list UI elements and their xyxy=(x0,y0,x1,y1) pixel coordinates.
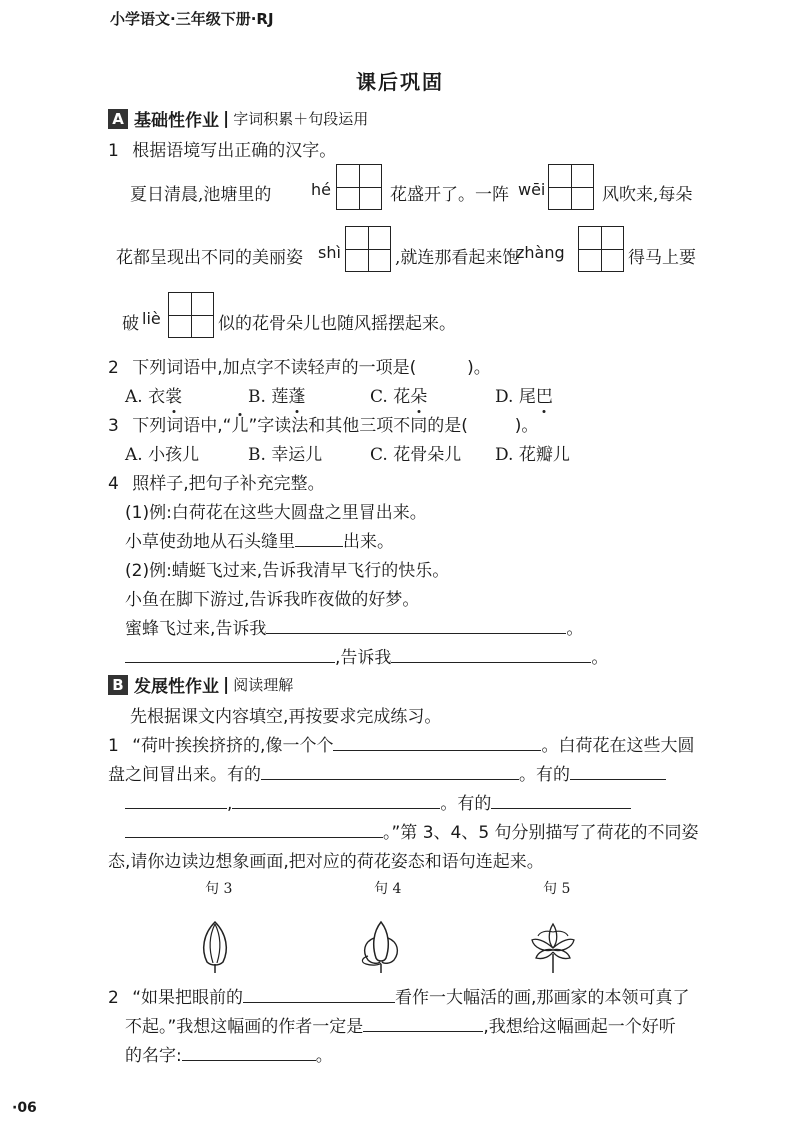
q2-option-c[interactable] xyxy=(370,382,427,407)
q1-pinyin-1: hé xyxy=(311,180,331,199)
b1-label-sentence-3: 句 3 xyxy=(205,881,233,897)
b1-l1-text: “荷叶挨挨挤挤的,像一个个 xyxy=(132,736,334,756)
q2-number: 2 xyxy=(108,358,119,378)
q4-s3-text: 蜜蜂飞过来,告诉我 xyxy=(125,619,267,639)
q1-line-1a: 夏日清晨,池塘里的 xyxy=(130,185,272,205)
q4-s4-blank-2[interactable] xyxy=(391,644,591,663)
b2-l2-end: ,我想给这幅画起一个好听 xyxy=(483,1017,676,1037)
q1-line-1c: 风吹来,每朵 xyxy=(602,185,693,205)
b1-label-sentence-4: 句 4 xyxy=(374,881,402,897)
q4-example-2: (2)例:蜻蜓飞过来,告诉我清早飞行的快乐。 xyxy=(125,561,450,581)
section-b-intro: 先根据课文内容填空,再按要求完成练习。 xyxy=(130,707,442,727)
q1-line-3b: 似的花骨朵儿也随风摇摆起来。 xyxy=(218,314,456,334)
lotus-bud-icon[interactable] xyxy=(197,918,233,974)
q3-text-end: )。 xyxy=(514,416,539,436)
section-a-divider: | xyxy=(223,108,230,129)
q4-sentence-4 xyxy=(125,643,608,668)
q1-answer-box-2[interactable] xyxy=(548,164,594,210)
q3-number: 3 xyxy=(108,416,119,436)
book-header: 小学语文·三年级下册·RJ xyxy=(110,10,274,28)
option-char: 衣 xyxy=(148,387,166,407)
b1-label-sentence-5: 句 5 xyxy=(543,881,571,897)
b1-line-4 xyxy=(125,818,699,843)
b1-number: 1 xyxy=(108,736,119,756)
lotus-full-bloom-icon[interactable] xyxy=(528,918,578,974)
section-b-name: 发展性作业 xyxy=(134,677,219,697)
b1-blank-5[interactable] xyxy=(232,790,440,809)
section-b-badge: B xyxy=(108,675,128,695)
q1-line-2c: 得马上要 xyxy=(628,248,696,268)
q1-pinyin-3: shì xyxy=(318,243,341,262)
b1-line-1 xyxy=(108,731,694,756)
section-a-heading xyxy=(108,106,368,131)
q4-text: 照样子,把句子补充完整。 xyxy=(132,474,325,494)
b2-number: 2 xyxy=(108,988,119,1008)
b1-blank-4[interactable] xyxy=(125,790,227,809)
q4-s1-end: 出来。 xyxy=(343,532,394,552)
b2-l1-text: “如果把眼前的 xyxy=(132,988,244,1008)
section-b-heading xyxy=(108,672,293,697)
q4-example-1: (1)例:白荷花在这些大圆盘之里冒出来。 xyxy=(125,503,427,523)
b2-blank-2[interactable] xyxy=(363,1013,483,1032)
b1-l2-end: 。有的 xyxy=(519,765,570,785)
q4-sentence-1 xyxy=(125,527,394,552)
q1-pinyin-4: zhàng xyxy=(516,243,565,262)
b1-line-5: 态,请你边读边想象画面,把对应的荷花姿态和语句连起来。 xyxy=(108,852,544,872)
b1-l4-text: 。”第 3、4、5 句分别描写了荷花的不同姿 xyxy=(383,823,699,843)
q2-option-d[interactable] xyxy=(495,382,553,407)
q1-line-2a: 花都呈现出不同的美丽姿 xyxy=(116,248,303,268)
page-title: 课后巩固 xyxy=(356,70,444,94)
q4-s4-end: 。 xyxy=(591,648,609,668)
q3-text-mid: ”字读法和其他三项不同的是( xyxy=(248,416,468,436)
q1-line-3a: 破 xyxy=(122,314,139,334)
q4-sentence-3 xyxy=(125,614,583,639)
option-dotted-char: 蓬 xyxy=(288,387,306,407)
q3-option-b[interactable]: B. 幸运儿 xyxy=(248,445,323,465)
section-b-subtitle: 阅读理解 xyxy=(233,676,294,694)
q3-text: 下列词语中,“ xyxy=(132,416,232,436)
q4-number: 4 xyxy=(108,474,119,494)
b1-l2-text: 盘之间冒出来。有的 xyxy=(108,765,261,785)
b2-blank-1[interactable] xyxy=(243,984,395,1003)
q2-option-b[interactable] xyxy=(248,382,305,407)
section-a-name: 基础性作业 xyxy=(134,111,219,131)
q2-text: 下列词语中,加点字不读轻声的一项是( xyxy=(132,358,417,378)
b1-l1-end: 。白荷花在这些大圆 xyxy=(541,736,695,756)
lotus-half-open-icon[interactable] xyxy=(358,918,404,974)
section-b-divider: | xyxy=(223,674,230,695)
q2-option-a[interactable] xyxy=(125,382,182,407)
q1-pinyin-2: wēi xyxy=(518,180,546,199)
option-label: B. xyxy=(248,387,266,407)
q1-pinyin-5: liè xyxy=(142,309,161,328)
b1-l3-comma: , xyxy=(227,794,233,814)
b1-blank-6[interactable] xyxy=(491,790,631,809)
b2-blank-3[interactable] xyxy=(182,1042,316,1061)
q4-s1-blank[interactable] xyxy=(295,528,343,547)
q4-s1-text: 小草使劲地从石头缝里 xyxy=(125,532,295,552)
option-label: C. xyxy=(370,387,388,407)
option-char: 尾 xyxy=(518,387,536,407)
q4-stem xyxy=(108,469,325,494)
option-label: A. xyxy=(125,387,143,407)
q3-dotted-char: 儿 xyxy=(231,416,249,436)
b1-line-2 xyxy=(108,760,666,785)
q1-answer-box-1[interactable] xyxy=(336,164,382,210)
q1-line-2b: ,就连那看起来饱 xyxy=(395,248,520,268)
q3-stem xyxy=(108,411,538,436)
b2-line-2 xyxy=(125,1012,676,1037)
q2-stem xyxy=(108,353,491,378)
option-char: 莲 xyxy=(271,387,289,407)
q3-option-d[interactable]: D. 花瓣儿 xyxy=(495,445,570,465)
b1-line-3 xyxy=(125,789,631,814)
option-dotted-char: 朵 xyxy=(410,387,428,407)
b1-blank-1[interactable] xyxy=(333,732,541,751)
page-number: ·06 xyxy=(12,1100,37,1116)
q1-number: 1 xyxy=(108,141,119,161)
b1-blank-3[interactable] xyxy=(570,761,666,780)
b2-line-1 xyxy=(108,983,689,1008)
q1-answer-box-3[interactable] xyxy=(345,226,391,272)
b1-l3-end: 。有的 xyxy=(440,794,492,814)
section-a-subtitle: 字词积累＋句段运用 xyxy=(233,110,369,128)
q1-text: 根据语境写出正确的汉字。 xyxy=(132,141,337,161)
q1-line-1b: 花盛开了。一阵 xyxy=(390,185,509,205)
b2-l2-text: 不起。”我想这幅画的作者一定是 xyxy=(125,1017,364,1037)
option-dotted-char: 裳 xyxy=(165,387,183,407)
option-label: D. xyxy=(495,387,514,407)
option-dotted-char: 巴 xyxy=(535,387,553,407)
q1-answer-box-4[interactable] xyxy=(578,226,624,272)
q3-option-c[interactable]: C. 花骨朵儿 xyxy=(370,445,462,465)
q4-sentence-2: 小鱼在脚下游过,告诉我昨夜做的好梦。 xyxy=(125,590,420,610)
option-char: 花 xyxy=(393,387,411,407)
b1-blank-2[interactable] xyxy=(261,761,519,780)
q1-stem xyxy=(108,136,336,161)
q3-option-a[interactable]: A. 小孩儿 xyxy=(125,445,200,465)
b2-l3-text: 的名字: xyxy=(125,1046,182,1066)
q4-s3-end: 。 xyxy=(566,619,584,639)
q4-s4-text: ,告诉我 xyxy=(335,648,392,668)
b2-line-3 xyxy=(125,1041,333,1066)
q1-answer-box-5[interactable] xyxy=(168,292,214,338)
b2-l1-end: 看作一大幅活的画,那画家的本领可真了 xyxy=(395,988,690,1008)
section-a-badge: A xyxy=(108,109,128,129)
q4-s4-blank-1[interactable] xyxy=(125,644,335,663)
q2-text-end: )。 xyxy=(467,358,491,378)
q4-s3-blank[interactable] xyxy=(266,615,566,634)
b1-blank-7[interactable] xyxy=(125,819,383,838)
b2-l3-end: 。 xyxy=(315,1046,333,1066)
